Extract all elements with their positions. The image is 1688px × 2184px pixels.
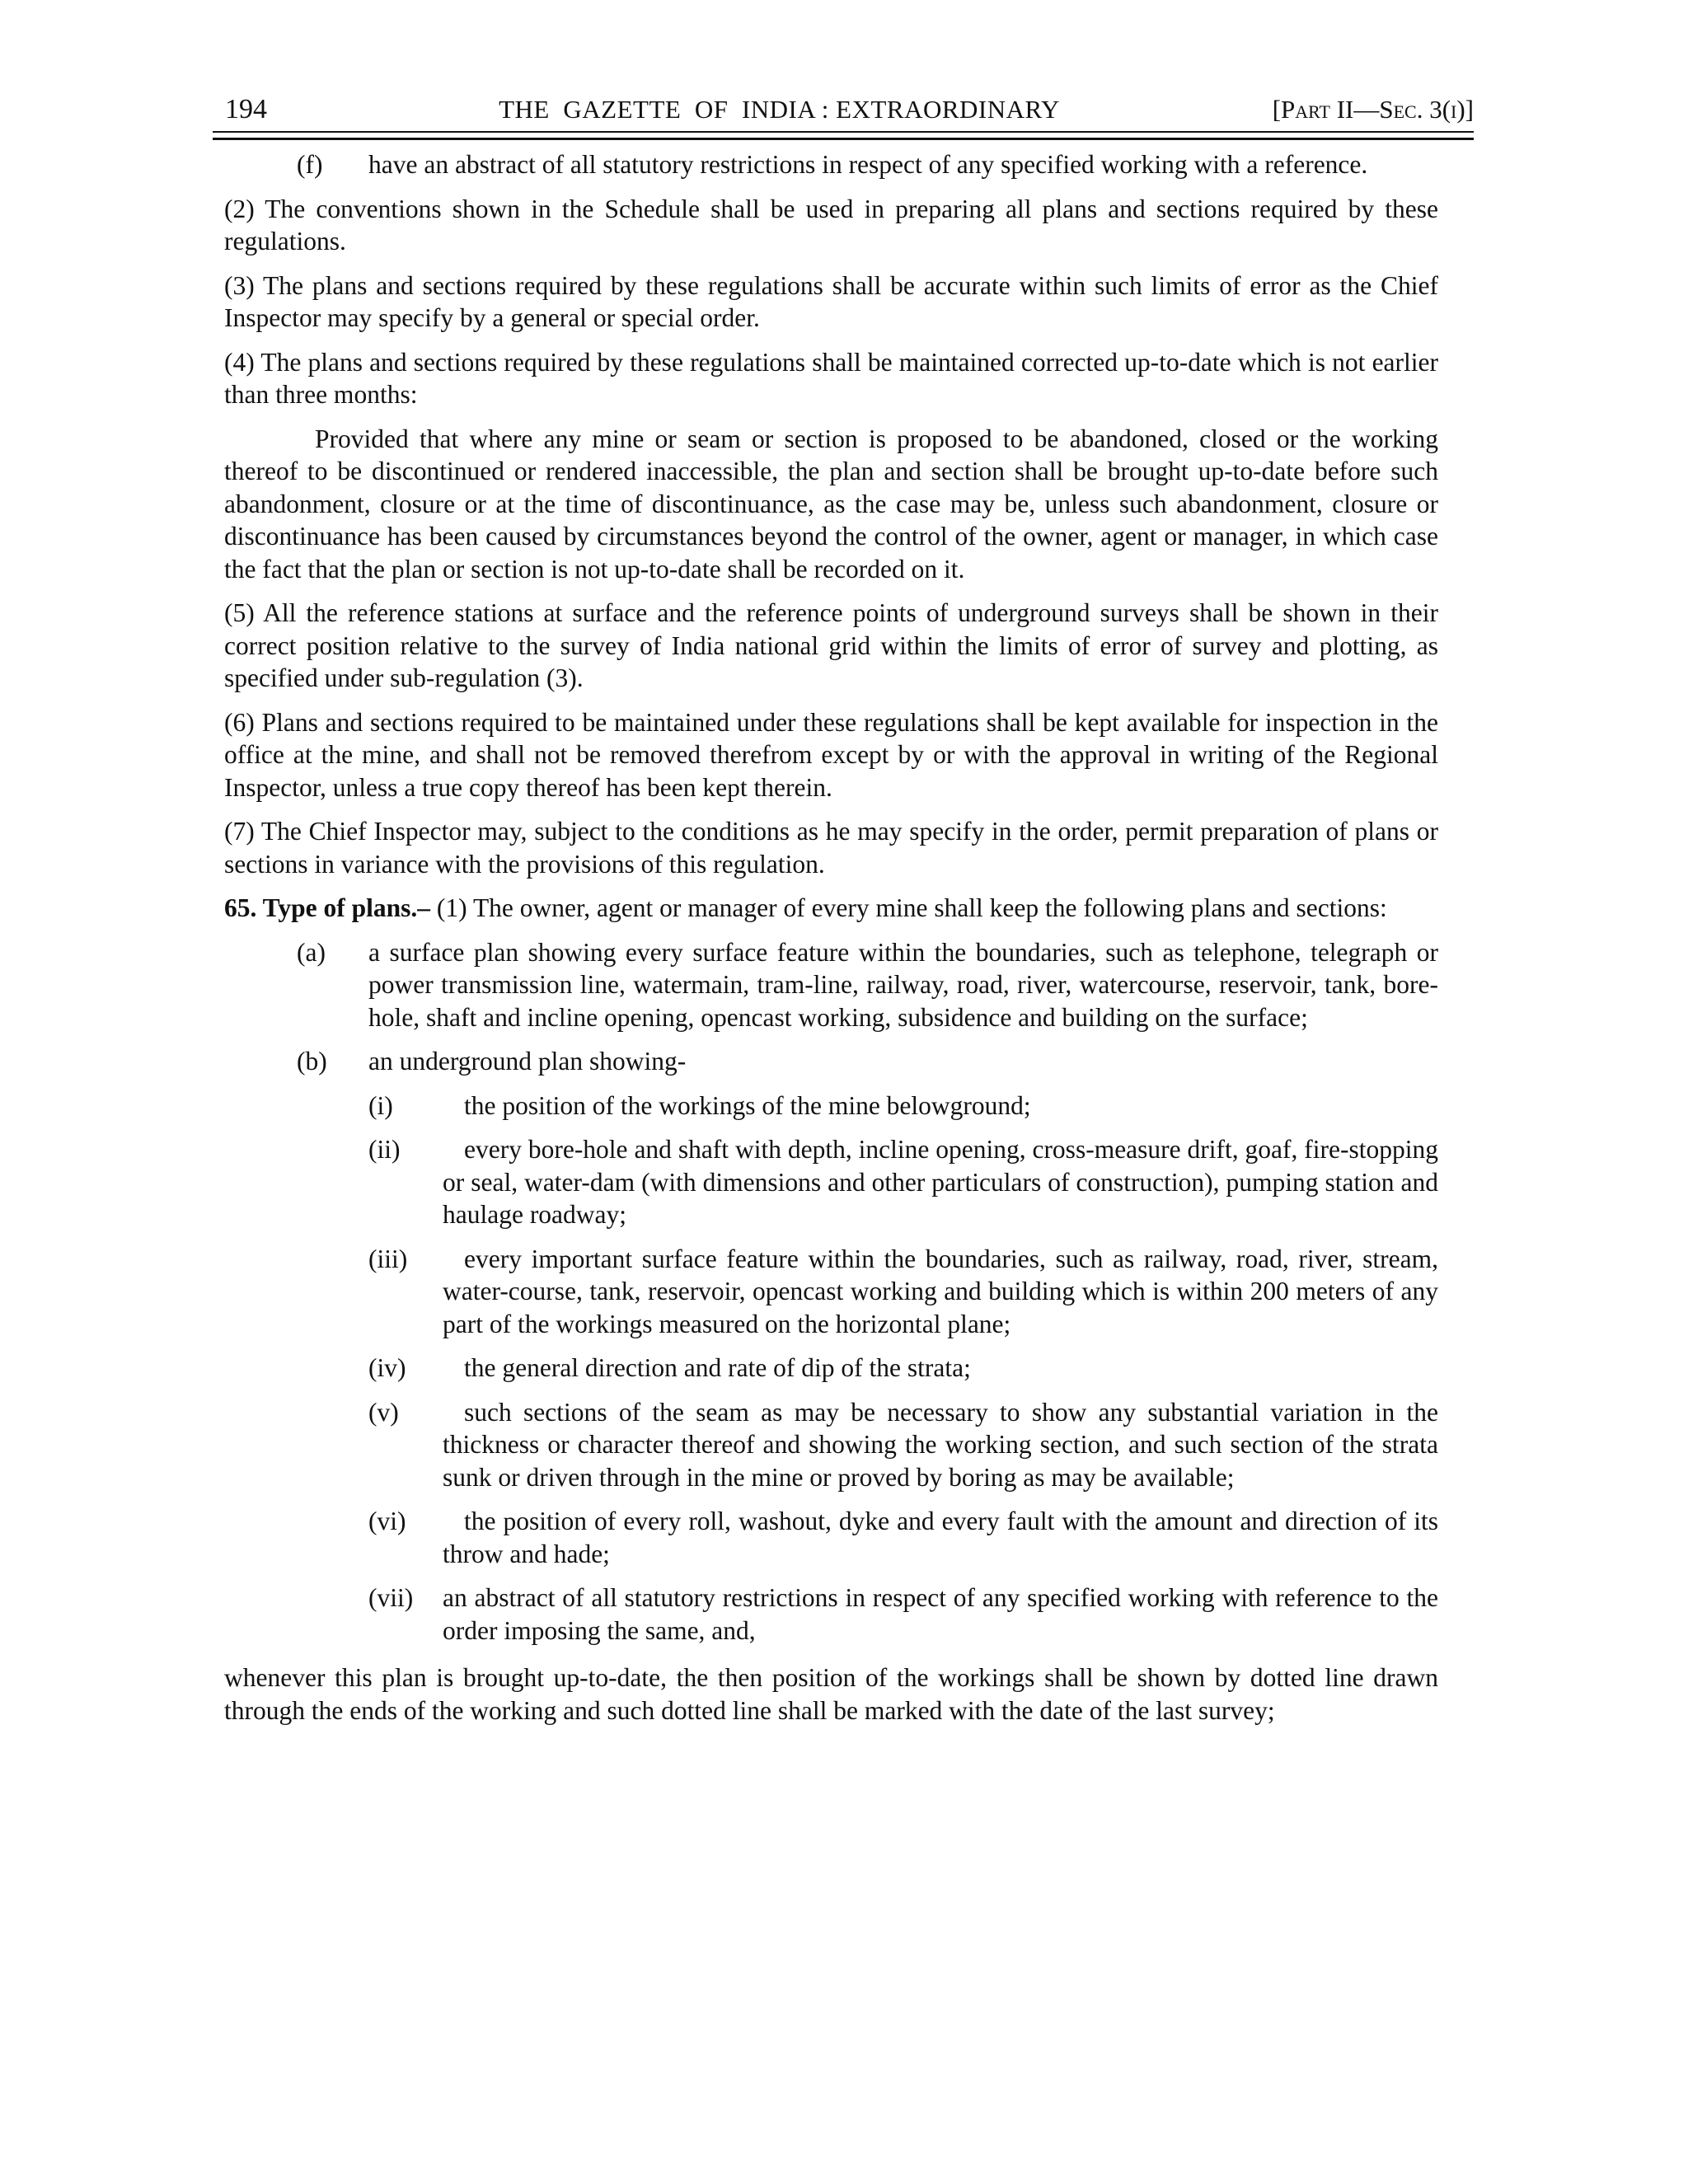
page-header [213, 91, 1474, 129]
paragraph-2: (2) The conventions shown in the Schedule shall be used in preparing all plans and sections required by these regulations. [224, 194, 1438, 255]
paragraph-3: (3) The plans and sections required by these regulations shall be accurate within such limits of error as the Chief Inspector may specify by a general or special order. [224, 270, 1438, 332]
sub-item-text: an abstract of all statutory restrictions in respect of any specified working with reference to the order imposing the same, and, [443, 1583, 1438, 1645]
sub-item-iv [224, 1352, 1438, 1385]
sub-item-label: (ii) [368, 1135, 401, 1164]
paragraph-4: (4) The plans and sections required by these regulations shall be maintained corrected up-to-date which is not earlier than three months: [224, 347, 1438, 409]
sub-item-text: every important surface feature within the boundaries, such as railway, road, river, stream, water-course, tank, reservoir, opencast working and building which is within 200 meters of any part of the workings measured on the horizontal plane; [443, 1244, 1438, 1338]
item-text: a surface plan showing every surface feature within the boundaries, such as telephone, telegraph or power transmission line, watermain, tram-line, railway, road, river, watercourse, reservoir, tank, bore-hole, shaft and incline opening, opencast working, subsidence and building on the surface; [368, 937, 1438, 1032]
sub-item-vi [224, 1505, 1438, 1570]
sub-item-label: (v) [368, 1397, 399, 1427]
header-rule-thin [213, 131, 1474, 133]
sub-item-text: such sections of the seam as may be necessary to show any substantial variation in the thickness or character thereof and showing the working section, and such section of the strata sunk or driven through in the mine or proved by boring as may be available; [443, 1397, 1438, 1492]
part-section: [Part II—Sec. 3(i)] [1272, 95, 1474, 124]
clause-label: (f) [297, 150, 323, 179]
paragraph-5: (5) All the reference stations at surface and the reference points of underground surveys shall be shown in their correct position relative to the survey of India national grid within the limits of error of survey and plotting, as specified under sub-regulation (3). [224, 598, 1438, 692]
closing-paragraph: whenever this plan is brought up-to-date, the then position of the workings shall be shown by dotted line drawn through the ends of the working and such dotted line shall be marked with the date of the last survey; [224, 1663, 1438, 1725]
item-label: (b) [297, 1047, 327, 1076]
paragraph-7: (7) The Chief Inspector may, subject to the conditions as he may specify in the order, permit preparation of plans or sections in variance with the provisions of this regulation. [224, 817, 1438, 879]
sub-item-text: the position of every roll, washout, dyke and every fault with the amount and direction of its throw and hade; [443, 1507, 1438, 1568]
item-a [224, 936, 1438, 1034]
sub-item-iii [224, 1243, 1438, 1341]
regulation-heading: 65. Type of plans.– [224, 893, 431, 922]
regulation-text: (1) The owner, agent or manager of every mine shall keep the following plans and sections: [430, 893, 1387, 922]
sub-item-i [224, 1090, 1438, 1122]
sub-item-vii [224, 1582, 1438, 1647]
page-number: 194 [225, 94, 267, 124]
gazette-title: THE GAZETTE OF INDIA : EXTRAORDINARY [499, 95, 1060, 124]
sub-item-label: (vii) [368, 1583, 414, 1612]
sub-item-label: (iv) [368, 1353, 406, 1382]
item-label: (a) [297, 937, 326, 967]
sub-item-text: every bore-hole and shaft with depth, incline opening, cross-measure drift, goaf, fire-stopping or seal, water-dam (with dimensions and other particulars of construction), pumping station and haulage roadway; [443, 1135, 1438, 1229]
paragraph-6: (6) Plans and sections required to be maintained under these regulations shall be kept available for inspection in the office at the mine, and shall not be removed therefrom except by or with the approval in writing of the Regional Inspector, unless a true copy thereof has been kept therein. [224, 707, 1438, 802]
regulation-65 [224, 892, 1438, 925]
proviso: Provided that where any mine or seam or section is proposed to be abandoned, closed or the working thereof to be discontinued or rendered inaccessible, the plan and section shall be brought up-to-date before such abandonment, closure or at the time of discontinuance, as the case may be, unless such abandonment, closure or discontinuance has been caused by circumstances beyond the control of the owner, agent or manager, in which case the fact that the plan or section is not up-to-date shall be recorded on it. [224, 424, 1438, 583]
clause-text: have an abstract of all statutory restrictions in respect of any specified working with a reference. [368, 150, 1368, 179]
sub-item-text: the general direction and rate of dip of the strata; [464, 1353, 971, 1382]
sub-item-ii [224, 1133, 1438, 1231]
sub-item-text: the position of the workings of the mine belowground; [464, 1090, 1031, 1120]
sub-item-label: (vi) [368, 1507, 406, 1535]
clause-f [224, 148, 1438, 181]
header-rule-thick [213, 138, 1474, 140]
item-text: an underground plan showing- [368, 1047, 687, 1076]
document-body [224, 148, 1438, 1738]
sub-item-label: (i) [368, 1090, 393, 1120]
item-b [224, 1045, 1438, 1078]
sub-item-v [224, 1396, 1438, 1494]
sub-item-label: (iii) [368, 1244, 408, 1273]
